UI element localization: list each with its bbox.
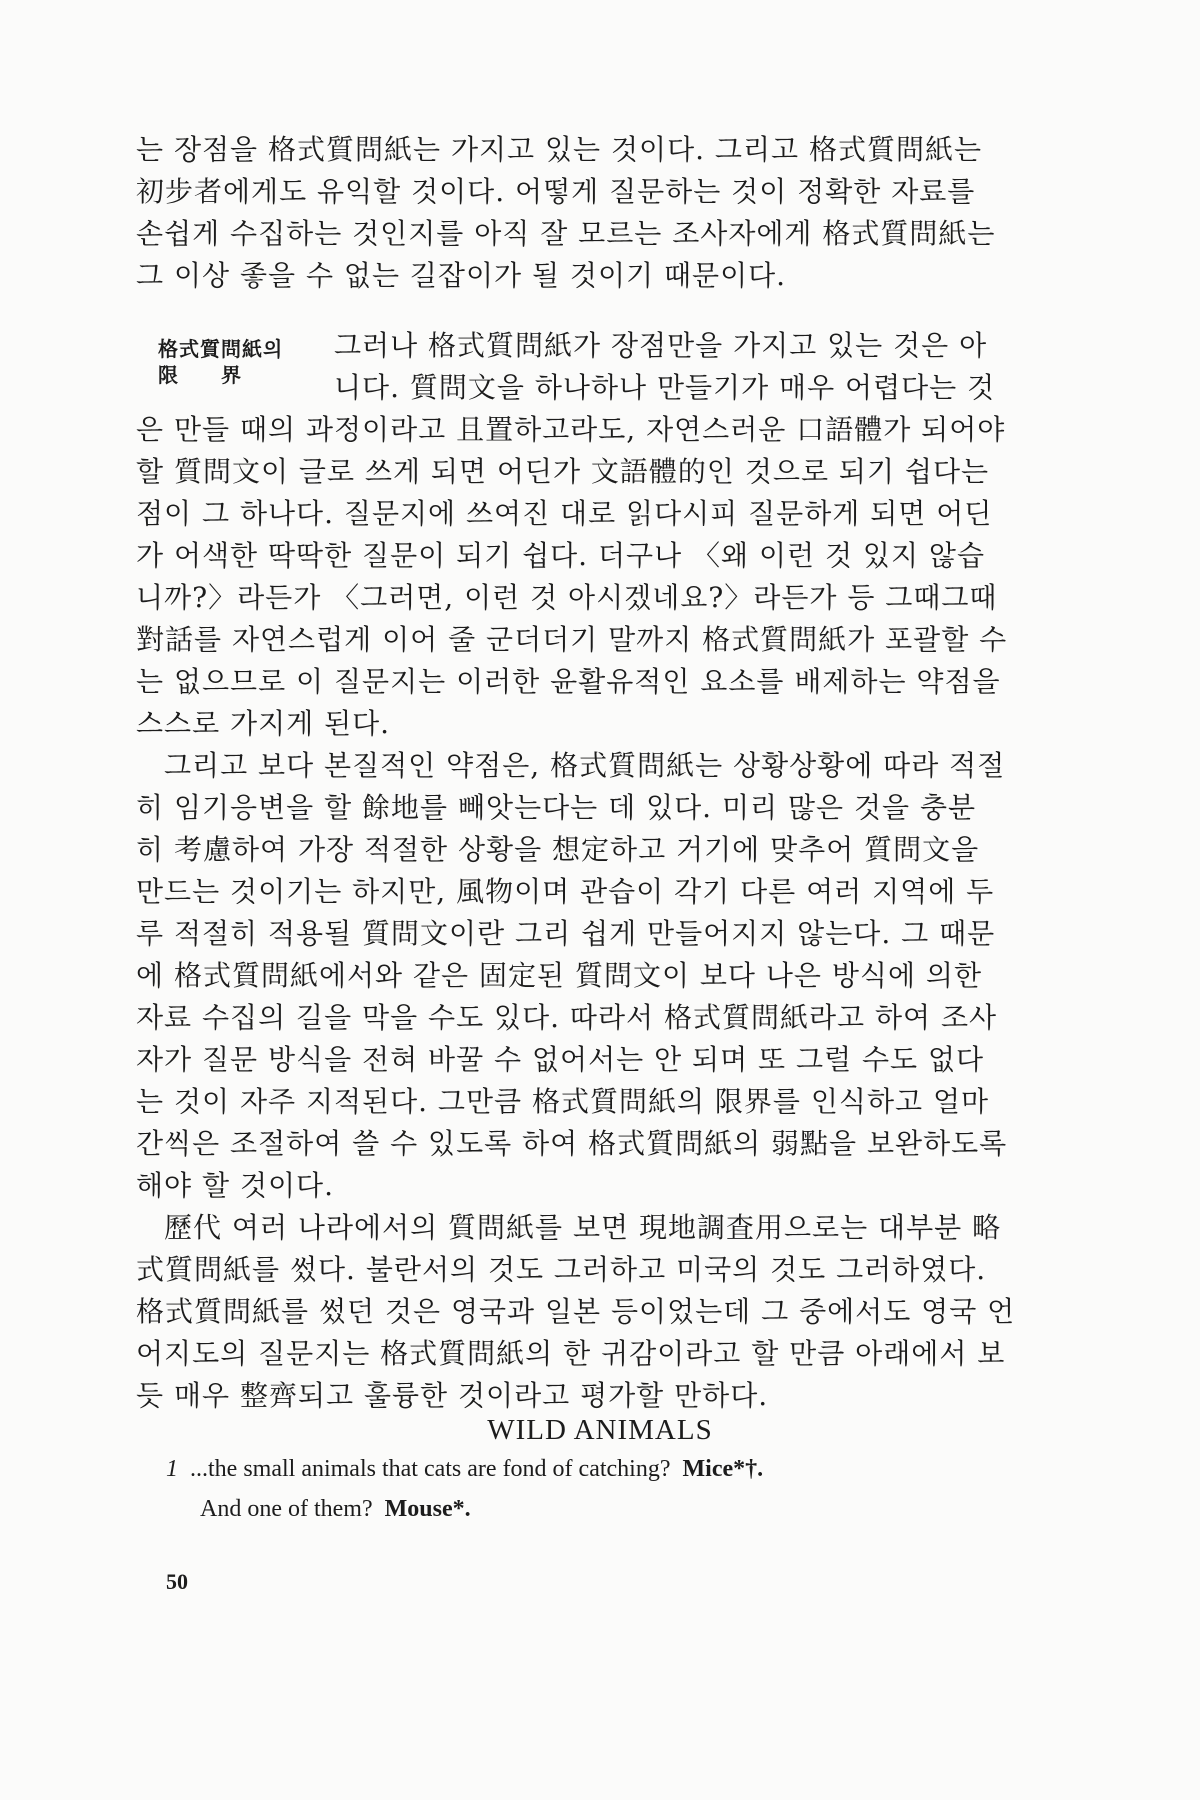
text-line: 그리고 보다 본질적인 약점은, 格式質問紙는 상황상황에 따라 적절 [164, 749, 1006, 782]
text-line: 해야 할 것이다. [136, 1169, 334, 1202]
question-text: And one of them? [200, 1496, 373, 1522]
section-heading: WILD ANIMALS [487, 1414, 713, 1446]
text-line: 初步者에게도 유익할 것이다. 어떻게 질문하는 것이 정확한 자료를 [136, 175, 976, 208]
text-line: 가 어색한 딱딱한 질문이 되기 쉽다. 더구나 〈왜 이런 것 있지 않습 [136, 539, 986, 572]
margin-heading [158, 336, 283, 388]
question-answer: Mouse*. [384, 1496, 471, 1522]
text-line: 그 이상 좋을 수 없는 길잡이가 될 것이기 때문이다. [136, 259, 787, 292]
text-line: 루 적절히 적용될 質問文이란 그리 쉽게 만들어지지 않는다. 그 때문 [136, 917, 996, 950]
text-line: 손쉽게 수집하는 것인지를 아직 잘 모르는 조사자에게 格式質問紙는 [136, 217, 996, 250]
text-line: 히 임기응변을 할 餘地를 빼앗는다는 데 있다. 미리 많은 것을 충분 [136, 791, 977, 824]
text-line: 格式質問紙를 썼던 것은 영국과 일본 등이었는데 그 중에서도 영국 언 [136, 1295, 1016, 1328]
text-line: 자가 질문 방식을 전혀 바꿀 수 없어서는 안 되며 또 그럴 수도 없다 [136, 1043, 985, 1076]
text-line: 니다. 質問文을 하나하나 만들기가 매우 어렵다는 것 [334, 371, 996, 404]
text-line: 어지도의 질문지는 格式質問紙의 한 귀감이라고 할 만큼 아래에서 보 [136, 1337, 1006, 1370]
text-line: 歷代 여러 나라에서의 質問紙를 보면 現地調査用으로는 대부분 略 [164, 1211, 1002, 1244]
text-line: 式質問紙를 썼다. 불란서의 것도 그러하고 미국의 것도 그러하였다. [136, 1253, 987, 1286]
text-line: 스스로 가지게 된다. [136, 707, 391, 740]
text-line: 對話를 자연스럽게 이어 줄 군더더기 말까지 格式質問紙가 포괄할 수 [136, 623, 1008, 656]
question-number: 1 [166, 1456, 178, 1482]
text-line: 그러나 格式質問紙가 장점만을 가지고 있는 것은 아 [334, 329, 988, 362]
question-line [200, 1492, 471, 1526]
margin-heading-line: 限 界 [158, 363, 242, 387]
page-number: 50 [166, 1569, 188, 1594]
text-line: 간씩은 조절하여 쓸 수 있도록 하여 格式質問紙의 弱點을 보완하도록 [136, 1127, 1008, 1160]
text-line: 니까?〉라든가 〈그러면, 이런 것 아시겠네요?〉라든가 등 그때그때 [136, 581, 998, 614]
question-answer: Mice*†. [682, 1456, 764, 1482]
text-line: 은 만들 때의 과정이라고 且置하고라도, 자연스러운 口語體가 되어야 [136, 413, 1006, 446]
text-line: 는 장점을 格式質問紙는 가지고 있는 것이다. 그리고 格式質問紙는 [136, 133, 983, 166]
text-line: 히 考慮하여 가장 적절한 상황을 想定하고 거기에 맞추어 質問文을 [136, 833, 980, 866]
text-line: 듯 매우 整齊되고 훌륭한 것이라고 평가할 만하다. [136, 1379, 769, 1412]
text-line: 에 格式質問紙에서와 같은 固定된 質問文이 보다 나은 방식에 의한 [136, 959, 983, 992]
question-text: ...the small animals that cats are fond of catching? [190, 1456, 671, 1482]
text-line: 자료 수집의 길을 막을 수도 있다. 따라서 格式質問紙라고 하여 조사 [136, 1001, 998, 1034]
text-line: 할 質問文이 글로 쓰게 되면 어딘가 文語體的인 것으로 되기 쉽다는 [136, 455, 990, 488]
margin-heading-line: 格式質問紙의 [158, 337, 284, 361]
text-line: 는 없으므로 이 질문지는 이러한 윤활유적인 요소를 배제하는 약점을 [136, 665, 1001, 698]
text-line: 만드는 것이기는 하지만, 風物이며 관습이 각기 다른 여러 지역에 두 [136, 875, 995, 908]
question-line [166, 1452, 763, 1486]
text-line: 점이 그 하나다. 질문지에 쓰여진 대로 읽다시피 질문하게 되면 어딘 [136, 497, 993, 530]
text-line: 는 것이 자주 지적된다. 그만큼 格式質問紙의 限界를 인식하고 얼마 [136, 1085, 990, 1118]
